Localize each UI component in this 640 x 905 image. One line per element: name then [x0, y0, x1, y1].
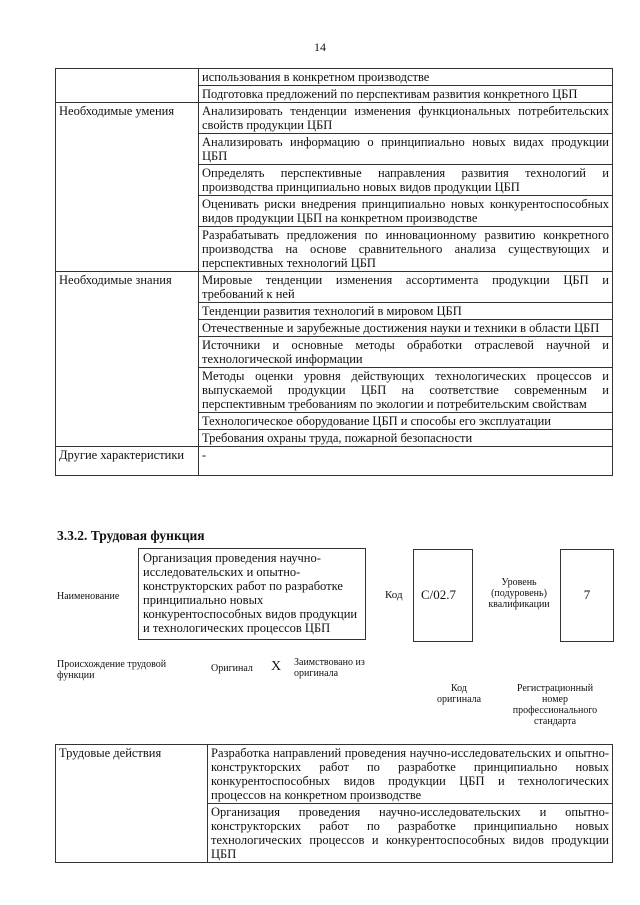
- original-mark: X: [271, 659, 282, 674]
- row-label-knowledge: Необходимые знания: [56, 272, 199, 447]
- list-item: Требования охраны труда, пожарной безопасности: [199, 430, 613, 447]
- row-label-other: Другие характеристики: [56, 447, 199, 476]
- section-title: 3.3.2. Трудовая функция: [57, 528, 205, 543]
- row-label-actions: Трудовые действия: [56, 745, 208, 863]
- list-item: Определять перспективные направления развития технологий и производства принципиально новых видов продукции ЦБП: [199, 165, 613, 196]
- function-name-value: Организация проведения научно-исследовательских и опытно-конструкторских работ по разработке принципиально новых конкурентоспособных видов продукции и технологических процессов ЦБП: [138, 548, 366, 640]
- table-row: [56, 272, 613, 303]
- code-label: Код: [385, 589, 403, 601]
- list-item: Оценивать риски внедрения принципиально новых конкурентоспособных видов продукции ЦБП на конкретном производстве: [199, 196, 613, 227]
- name-label: Наименование: [57, 591, 120, 602]
- row-label: [56, 69, 199, 103]
- list-item: Анализировать информацию о принципиально новых видах продукции ЦБП: [199, 134, 613, 165]
- labor-actions-table: [55, 744, 613, 863]
- list-item: Технологическое оборудование ЦБП и способы его эксплуатации: [199, 413, 613, 430]
- list-item: Разработка направлений проведения научно-исследовательских и опытно-конструкторских работ по разработке принципиально новых конкурентоспособных видов продукции ЦБП и технологических процессов на конкретном производстве: [208, 745, 613, 804]
- original-label: Оригинал: [211, 663, 253, 674]
- list-item: использования в конкретном производстве: [199, 69, 613, 86]
- list-item: Тенденции развития технологий в мировом ЦБП: [199, 303, 613, 320]
- list-item: Источники и основные методы обработки отраслевой научной и технологической информации: [199, 337, 613, 368]
- list-item: Отечественные и зарубежные достижения науки и техники в области ЦБП: [199, 320, 613, 337]
- page-number: 14: [314, 40, 326, 54]
- table-row: [56, 745, 613, 804]
- borrowed-label: Заимствовано из оригинала: [294, 657, 365, 679]
- list-item: Подготовка предложений по перспективам развития конкретного ЦБП: [199, 86, 613, 103]
- reg-number-label: Регистрационный номер профессионального стандарта: [512, 683, 598, 727]
- list-item: -: [199, 447, 613, 476]
- code-value: С/02.7: [421, 587, 457, 602]
- table-row: [56, 447, 613, 476]
- row-label-skills: Необходимые умения: [56, 103, 199, 272]
- list-item: Анализировать тенденции изменения функциональных потребительских свойств продукции ЦБП: [199, 103, 613, 134]
- list-item: Мировые тенденции изменения ассортимента продукции ЦБП и требований к ней: [199, 272, 613, 303]
- level-label: Уровень (подуровень) квалификации: [488, 577, 550, 610]
- list-item: Организация проведения научно-исследовательских и опытно-конструкторских работ по разработке принципиально новых технологических процессов и конкурентоспособных видов продукции ЦБП: [208, 804, 613, 863]
- origin-label: Происхождение трудовой функции: [57, 659, 167, 681]
- table-row: [56, 103, 613, 134]
- list-item: Методы оценки уровня действующих технологических процессов и выпускаемой продукции ЦБП на соответствие современным и перспективным требованиям по экологии и потребительским свойствам: [199, 368, 613, 413]
- table-row: [56, 69, 613, 86]
- origin-code-label: Код оригинала: [436, 683, 482, 705]
- level-value: 7: [583, 587, 591, 602]
- skills-knowledge-table: [55, 68, 613, 476]
- list-item: Разрабатывать предложения по инновационному развитию конкретного производства на основе сравнительного анализа существующих и перспективных технологий ЦБП: [199, 227, 613, 272]
